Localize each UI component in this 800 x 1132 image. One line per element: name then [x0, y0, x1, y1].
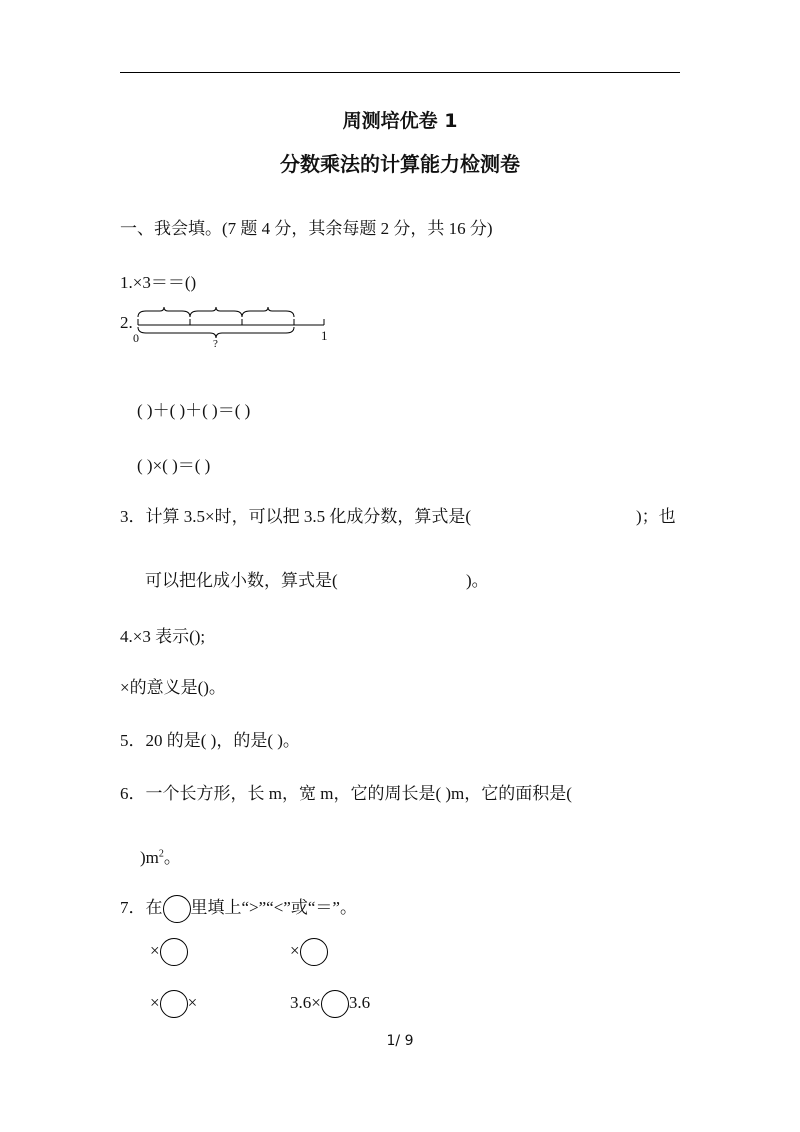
question-6-line2: )$m^2$。: [140, 848, 181, 867]
question-3-line2-b: )。: [466, 571, 489, 590]
header-rule: [120, 72, 680, 73]
compare-item-3: × ×: [150, 990, 197, 1018]
question-2-addition-row: ( )＋( )＋( )＝( ): [137, 401, 251, 420]
number-line-start-label: 0: [133, 331, 139, 345]
compare-circle-1[interactable]: [160, 938, 188, 966]
top-brace-1: [138, 307, 190, 317]
square-exponent: 2: [158, 848, 164, 860]
question-1: 1.×3＝＝(): [120, 273, 197, 292]
answer-circle-icon: [163, 895, 191, 923]
page-title: 周测培优卷 1: [342, 110, 458, 132]
question-2-multiplication-row: ( )×( )＝( ): [137, 456, 211, 475]
page-number: 1/ 9: [386, 1033, 414, 1049]
number-line-diagram: [132, 305, 332, 357]
compare-item-4: 3.6× 3.6: [290, 990, 370, 1018]
top-brace-2: [190, 307, 242, 317]
number-line-question-mark: ?: [213, 338, 218, 350]
compare-circle-2[interactable]: [300, 938, 328, 966]
question-3-line2-a: 可以把化成小数，算式是(: [145, 571, 338, 590]
question-4-line1: 4.×3 表示();: [120, 627, 206, 646]
question-4-line2: ×的意义是()。: [120, 678, 226, 697]
number-line-end-label: 1: [321, 328, 328, 343]
question-5: 5．20 的是( )，的是( )。: [120, 731, 300, 750]
section-heading: 一、我会填。(7 题 4 分，其余每题 2 分，共 16 分): [120, 219, 493, 238]
question-3-line1-b: )；也: [636, 507, 676, 526]
compare-circle-3[interactable]: [160, 990, 188, 1018]
compare-item-2: ×: [290, 938, 328, 966]
question-6-line1: 6．一个长方形，长 m，宽 m，它的周长是( )m，它的面积是(: [120, 784, 572, 803]
compare-item-1: ×: [150, 938, 188, 966]
question-2-label: 2.: [120, 313, 133, 332]
page-subtitle: 分数乘法的计算能力检测卷: [280, 152, 520, 176]
question-7-prompt: 7．在 里填上“>”“<”或“＝”。: [120, 893, 357, 923]
bottom-brace: [138, 327, 294, 338]
top-brace-3: [242, 307, 294, 317]
question-3-line1-a: 3．计算 3.5×时，可以把 3.5 化成分数，算式是(: [120, 507, 471, 526]
compare-circle-4[interactable]: [321, 990, 349, 1018]
